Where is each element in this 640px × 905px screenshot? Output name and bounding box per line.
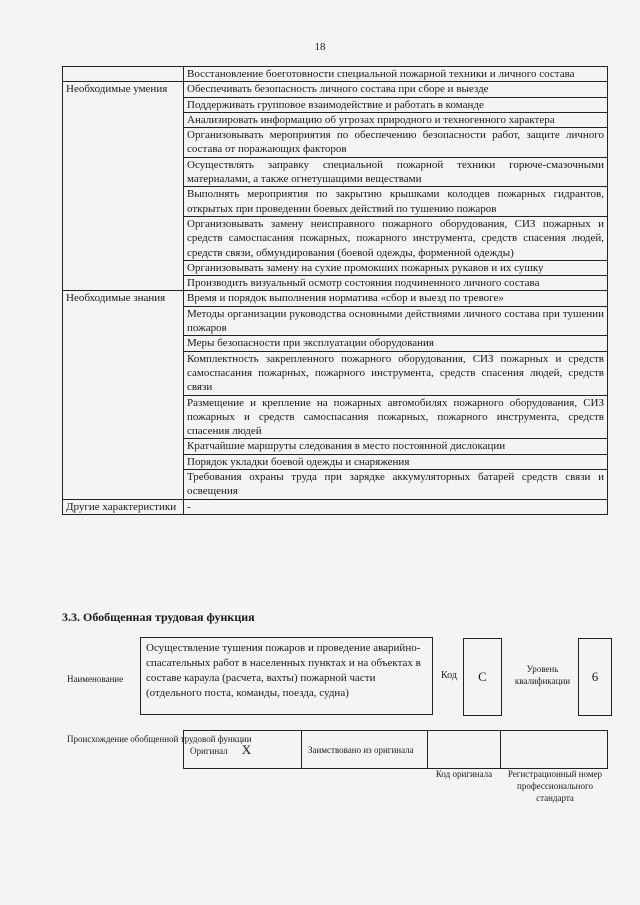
code-value: C [463, 638, 502, 716]
row-label-cell: Необходимые знания [63, 291, 184, 306]
row-label-cell [63, 454, 184, 469]
original-code-cell [428, 731, 501, 769]
table-row [63, 306, 608, 336]
table-row [63, 291, 608, 306]
original-cell [184, 731, 302, 769]
table-row [63, 97, 608, 112]
table-row [63, 336, 608, 351]
row-item-cell: Время и порядок выполнения норматива «сбор и выезд по тревоге» [184, 291, 608, 306]
table-row [63, 439, 608, 454]
row-label-cell [63, 276, 184, 291]
table-row [63, 260, 608, 275]
row-item-cell: Обеспечивать безопасность личного состава при сборе и выезде [184, 82, 608, 97]
skills-knowledge-table [62, 66, 608, 515]
table-row [63, 499, 608, 514]
function-name-value: Осуществление тушения пожаров и проведение аварийно-спасательных работ в населенных пунктах и на объектах в составе караула (расчета, вахты) пожарной части (отдельного поста, команды, поезда, судна) [140, 637, 433, 715]
row-label-cell [63, 260, 184, 275]
row-label-cell [63, 97, 184, 112]
table-row [63, 351, 608, 395]
row-item-cell: - [184, 499, 608, 514]
table-row [63, 112, 608, 127]
row-label-cell [63, 187, 184, 217]
qualification-level-label: Уровень квалификации [514, 664, 571, 686]
row-label-cell [63, 112, 184, 127]
original-code-caption: Код оригинала [435, 769, 493, 779]
table-row [63, 276, 608, 291]
row-item-cell: Восстановление боеготовности специальной пожарной техники и личного состава [184, 67, 608, 82]
row-label-cell [63, 351, 184, 395]
row-label-cell [63, 395, 184, 439]
row-item-cell: Кратчайшие маршруты следования в место постоянной дислокации [184, 439, 608, 454]
row-label-cell [63, 67, 184, 82]
row-label-cell [63, 216, 184, 260]
qualification-level-value: 6 [578, 638, 612, 716]
row-item-cell: Организовывать замену неисправного пожарного оборудования, СИЗ пожарных и средств самоспасания пожарных, пожарного инструмента, средств спасения людей, средств связи, обмундирования (боевой одежды, форменной одежды) [184, 216, 608, 260]
row-label-cell: Другие характеристики [63, 499, 184, 514]
original-label: Оригинал [190, 745, 228, 756]
borrowed-label: Заимствовано из оригинала [308, 744, 414, 755]
row-label-cell [63, 470, 184, 500]
borrowed-cell [302, 731, 428, 769]
row-label-cell [63, 128, 184, 158]
code-label: Код [441, 670, 457, 681]
registration-number-cell [501, 731, 608, 769]
row-label-cell [63, 157, 184, 187]
table-row [63, 216, 608, 260]
row-item-cell: Производить визуальный осмотр состояния подчиненного личного состава [184, 276, 608, 291]
row-label-cell [63, 306, 184, 336]
row-label-cell [63, 336, 184, 351]
table-row [63, 470, 608, 500]
table-row [63, 67, 608, 82]
row-item-cell: Меры безопасности при эксплуатации оборудования [184, 336, 608, 351]
row-item-cell: Порядок укладки боевой одежды и снаряжения [184, 454, 608, 469]
row-item-cell: Организовывать замену на сухие промокших пожарных рукавов и их сушку [184, 260, 608, 275]
table-row [63, 395, 608, 439]
table-row [63, 82, 608, 97]
row-label-cell: Необходимые умения [63, 82, 184, 97]
table-row [63, 128, 608, 158]
row-item-cell: Выполнять мероприятия по закрытию крышками колодцев пожарных гидрантов, открытых при проведении боевых действий по тушению пожаров [184, 187, 608, 217]
row-item-cell: Анализировать информацию об угрозах природного и техногенного характера [184, 112, 608, 127]
row-item-cell: Требования охраны труда при зарядке аккумуляторных батарей средств связи и освещения [184, 470, 608, 500]
original-mark: X [241, 741, 252, 757]
section-title: 3.3. Обобщенная трудовая функция [62, 610, 255, 624]
name-label: Наименование [67, 674, 124, 684]
page-number: 18 [314, 41, 326, 53]
origin-label-text: Происхождение обобщенной трудовой функции [67, 734, 252, 744]
row-item-cell: Организовывать мероприятия по обеспечению безопасности работ, защите личного состава от поражающих факторов [184, 128, 608, 158]
row-item-cell: Осуществлять заправку специальной пожарной техники горюче-смазочными материалами, а также огнетушащими веществами [184, 157, 608, 187]
row-item-cell: Размещение и крепление на пожарных автомобилях пожарного оборудования, СИЗ пожарных и средств самоспасания пожарных, пожарного инструмента, средств спасения людей [184, 395, 608, 439]
row-item-cell: Поддерживать групповое взаимодействие и работать в команде [184, 97, 608, 112]
origin-table [183, 730, 608, 769]
row-label-cell [63, 439, 184, 454]
row-item-cell: Методы организации руководства основными действиями личного состава при тушении пожаров [184, 306, 608, 336]
row-item-cell: Комплектность закрепленного пожарного оборудования, СИЗ пожарных и средств самоспасания пожарных, пожарного инструмента, средств спасения людей, средств связи [184, 351, 608, 395]
registration-number-caption: Регистрационный номер профессионального стандарта [507, 769, 603, 803]
table-row [63, 454, 608, 469]
table-row [63, 187, 608, 217]
table-row [63, 157, 608, 187]
